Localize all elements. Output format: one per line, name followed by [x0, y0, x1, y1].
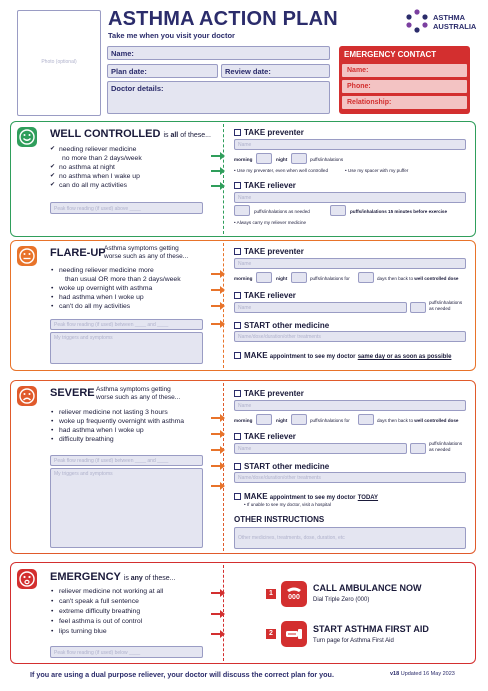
flare-night-field[interactable]: [291, 272, 307, 283]
photo-box[interactable]: [17, 10, 101, 116]
severe-symptom-list: [50, 408, 184, 444]
severe-days-field[interactable]: [358, 414, 374, 425]
emergency-suffix-bold: any: [130, 575, 143, 582]
neutral-face-icon: [17, 246, 37, 266]
severe-morning-label: morning: [234, 418, 253, 423]
call-ambulance-sub: Dial Triple Zero (000): [313, 597, 370, 603]
well-peak-flow-label: Peak flow reading (if used) above ____: [54, 206, 141, 212]
flare-days-field[interactable]: [358, 272, 374, 283]
arrow-right-icon: [211, 589, 225, 597]
list-item: • difficulty breathing: [50, 435, 184, 444]
list-item: ✔ can do all my activities: [50, 181, 142, 190]
well-divider: [223, 124, 224, 234]
page-subtitle: Take me when you visit your doctor: [108, 31, 235, 40]
flare-preventer-name-ph: Name: [238, 261, 252, 267]
severe-unable-note: • If unable to see my doctor, visit a hospital: [244, 502, 331, 507]
page-title: ASTHMA ACTION PLAN: [108, 8, 338, 30]
flare-take-preventer-checkbox[interactable]: [234, 248, 241, 255]
severe-sub-2: worse such as any of these...: [96, 394, 181, 401]
flare-sub-1: Asthma symptoms getting: [104, 245, 179, 252]
well-take-preventer-label: TAKE preventer: [244, 128, 304, 137]
emergency-suffix-post: of these...: [142, 575, 176, 582]
well-night-field[interactable]: [291, 153, 307, 164]
flare-peak-flow-label: Peak flow reading (if used) between ____ and ____: [54, 322, 169, 328]
severe-reliever-name-ph: Name: [238, 446, 252, 452]
footer-note: If you are using a dual purpose reliever, your doctor will discuss the correct plan for you.: [30, 670, 334, 679]
severe-sub-1: Asthma symptoms getting: [96, 386, 171, 393]
arrow-right-icon: [211, 302, 225, 310]
severe-days-back: days then back to well controlled dose: [377, 418, 459, 423]
footer-version: v18 Updated 16 May 2023: [390, 671, 455, 677]
ec-name-label: Name:: [347, 67, 369, 74]
well-title-text: WELL CONTROLLED: [50, 128, 161, 140]
list-item: • can't do all my activities: [50, 302, 181, 311]
flare-reliever-name-ph: Name: [238, 305, 252, 311]
emergency-symptom-list: [50, 587, 163, 637]
step-2-badge: 2: [266, 629, 276, 639]
first-aid-title: START ASTHMA FIRST AID: [313, 624, 429, 634]
asthma-australia-logo: [405, 9, 485, 35]
severe-take-reliever-label: TAKE reliever: [244, 432, 296, 441]
list-item: no more than 2 days/week: [62, 155, 142, 162]
severe-make-appointment-checkbox[interactable]: [234, 493, 241, 500]
other-instructions-title: OTHER INSTRUCTIONS: [234, 515, 325, 524]
flare-morning-label: morning: [234, 276, 253, 281]
arrow-right-icon: [211, 286, 225, 294]
severe-take-preventer-checkbox[interactable]: [234, 390, 241, 397]
list-item: ✔ needing reliever medicine: [50, 145, 142, 154]
arrow-right-icon: [211, 630, 225, 638]
arrow-right-icon: [211, 482, 225, 490]
ambulance-icon-text: 000: [288, 594, 300, 601]
emergency-peak-flow-label: Peak flow reading (if used) below ____: [54, 650, 141, 656]
list-item: • woke up overnight with asthma: [50, 284, 181, 293]
well-reliever-name-ph: Name: [238, 195, 252, 201]
well-always-carry: • Always carry my reliever medicine: [234, 220, 307, 225]
arrow-right-icon: [211, 446, 225, 454]
ec-relationship-label: Relationship:: [347, 99, 392, 106]
arrow-right-icon: [211, 320, 225, 328]
well-puffs-15: puffs/inhalations 15 minutes before exercise: [350, 209, 448, 214]
well-preventer-name-field[interactable]: [234, 139, 466, 150]
plan-date-label: Plan date:: [111, 67, 147, 76]
severe-puffs-needed: puffs/inhalations as needed: [429, 441, 463, 452]
severe-start-other-label: START other medicine: [244, 462, 330, 471]
severe-puffs-for: puffs/inhalations for: [310, 418, 350, 423]
severe-make-appointment-label: MAKE appointment to see my doctor TODAY: [244, 492, 379, 501]
well-use-note2: • Use my spacer with my puffer: [345, 168, 409, 173]
flare-reliever-puffs-field[interactable]: [410, 302, 426, 313]
flare-days-back: days then back to well controlled dose: [377, 276, 459, 281]
list-item: • can't speak a full sentence: [50, 597, 163, 607]
flare-other-medicine-ph: Name/dose/duration/other treatments: [238, 334, 321, 340]
severe-take-reliever-checkbox[interactable]: [234, 433, 241, 440]
well-take-reliever-label: TAKE reliever: [244, 181, 296, 190]
list-item: ✔ no asthma at night: [50, 163, 142, 172]
arrow-right-icon: [211, 167, 225, 175]
other-instructions-ph: Other medicines, treatments, dose, duration, etc: [238, 535, 345, 541]
severe-reliever-puffs-field[interactable]: [410, 443, 426, 454]
flare-puffs-needed: puffs/inhalations as needed: [429, 300, 463, 311]
doctor-details-label: Doctor details:: [111, 84, 164, 93]
flare-puffs-for: puffs/inhalations for: [310, 276, 350, 281]
list-item: • had asthma when I woke up: [50, 293, 181, 302]
severe-start-other-checkbox[interactable]: [234, 463, 241, 470]
well-symptom-list: [50, 145, 142, 190]
logo-icon: [405, 9, 429, 33]
list-item: • feel asthma is out of control: [50, 617, 163, 627]
ambulance-phone-icon: [281, 581, 307, 607]
well-morning-label: morning: [234, 157, 253, 162]
list-item: • had asthma when I woke up: [50, 426, 184, 435]
severe-preventer-name-ph: Name: [238, 403, 252, 409]
step-1-badge: 1: [266, 589, 276, 599]
smiley-face-icon: [17, 127, 37, 147]
severe-subtitle: [96, 386, 180, 402]
flare-take-reliever-checkbox[interactable]: [234, 292, 241, 299]
call-ambulance-title: CALL AMBULANCE NOW: [313, 583, 422, 593]
flare-take-reliever-label: TAKE reliever: [244, 291, 296, 300]
ec-phone-label: Phone:: [347, 83, 371, 90]
flare-make-appointment-label: MAKE appointment to see my doctor same day or as soon as possible: [244, 351, 452, 360]
flare-night-label: night: [276, 276, 288, 281]
review-date-label: Review date:: [225, 67, 271, 76]
flare-make-appointment-checkbox[interactable]: [234, 352, 241, 359]
well-suffix-post: of these...: [178, 132, 211, 139]
flare-sub-2: worse such as any of these...: [104, 253, 189, 260]
list-item: ✔ no asthma when I wake up: [50, 172, 142, 181]
emergency-title-suffix: [124, 575, 176, 582]
emergency-title: [50, 571, 176, 583]
arrow-right-icon: [211, 414, 225, 422]
name-field[interactable]: [107, 46, 330, 60]
distressed-face-icon: [17, 569, 37, 589]
arrow-right-icon: [211, 430, 225, 438]
flare-start-other-label: START other medicine: [244, 321, 330, 330]
well-take-reliever-checkbox[interactable]: [234, 182, 241, 189]
severe-triggers-field[interactable]: [50, 468, 203, 548]
flare-start-other-checkbox[interactable]: [234, 322, 241, 329]
arrow-right-icon: [211, 182, 225, 190]
emergency-contact-title: EMERGENCY CONTACT: [344, 50, 437, 59]
list-item: • reliever medicine not lasting 3 hours: [50, 408, 184, 417]
well-preventer-name-ph: Name: [238, 142, 252, 148]
arrow-right-icon: [211, 462, 225, 470]
arrow-right-icon: [211, 610, 225, 618]
list-item: • extreme difficulty breathing: [50, 607, 163, 617]
well-title-suffix: [163, 132, 210, 139]
severe-take-preventer-label: TAKE preventer: [244, 389, 304, 398]
severe-night-field[interactable]: [291, 414, 307, 425]
list-item: • lips turning blue: [50, 627, 163, 637]
flare-reliever-name-field[interactable]: [234, 302, 407, 313]
flare-title: FLARE-UP: [50, 247, 106, 259]
list-item: than usual OR more than 2 days/week: [65, 276, 181, 283]
severe-triggers-label: My triggers and symptoms: [54, 471, 113, 477]
emergency-title-text: EMERGENCY: [50, 571, 121, 583]
well-use-note1: • Use my preventer, even when well controlled: [234, 168, 329, 173]
flare-take-preventer-label: TAKE preventer: [244, 247, 304, 256]
photo-label: Photo (optional): [41, 59, 77, 65]
flare-morning-field[interactable]: [256, 272, 272, 283]
logo-line1: ASTHMA: [433, 13, 466, 22]
logo-line2: AUSTRALIA: [433, 22, 477, 31]
list-item: • needing reliever medicine more: [50, 266, 181, 275]
list-item: • woke up frequently overnight with asthma: [50, 417, 184, 426]
well-morning-field[interactable]: [256, 153, 272, 164]
well-take-preventer-checkbox[interactable]: [234, 129, 241, 136]
name-label: Name:: [111, 49, 134, 58]
flare-triggers-label: My triggers and symptoms: [54, 335, 113, 341]
severe-reliever-name-field[interactable]: [234, 443, 407, 454]
emergency-suffix-pre: is: [123, 575, 131, 582]
severe-morning-field[interactable]: [256, 414, 272, 425]
severe-preventer-name-field[interactable]: [234, 400, 466, 411]
severe-night-label: night: [276, 418, 288, 423]
well-exercise-puffs-field[interactable]: [330, 205, 346, 216]
arrow-right-icon: [211, 152, 225, 160]
list-item: • reliever medicine not working at all: [50, 587, 163, 597]
well-reliever-puffs-field[interactable]: [234, 205, 250, 216]
well-puffs-label: puffs/inhalations: [310, 157, 344, 162]
severe-other-medicine-ph: Name/dose/duration/other treatments: [238, 475, 321, 481]
first-aid-sub: Turn page for Asthma First Aid: [313, 638, 394, 644]
inhaler-spacer-icon: [281, 621, 307, 647]
flare-subtitle: [104, 245, 188, 261]
flare-symptom-list: [50, 266, 181, 311]
well-suffix-pre: is: [163, 132, 171, 139]
well-puffs-needed: puffs/inhalations as needed: [254, 209, 310, 214]
flare-preventer-name-field[interactable]: [234, 258, 466, 269]
arrow-right-icon: [211, 270, 225, 278]
severe-peak-flow-label: Peak flow reading (if used) between ____ and ____: [54, 458, 169, 464]
well-suffix-bold: all: [170, 132, 179, 139]
well-night-label: night: [276, 157, 288, 162]
sad-face-icon: [17, 386, 37, 406]
well-reliever-name-field[interactable]: [234, 192, 466, 203]
severe-title: SEVERE: [50, 387, 95, 399]
well-title: [50, 128, 211, 140]
